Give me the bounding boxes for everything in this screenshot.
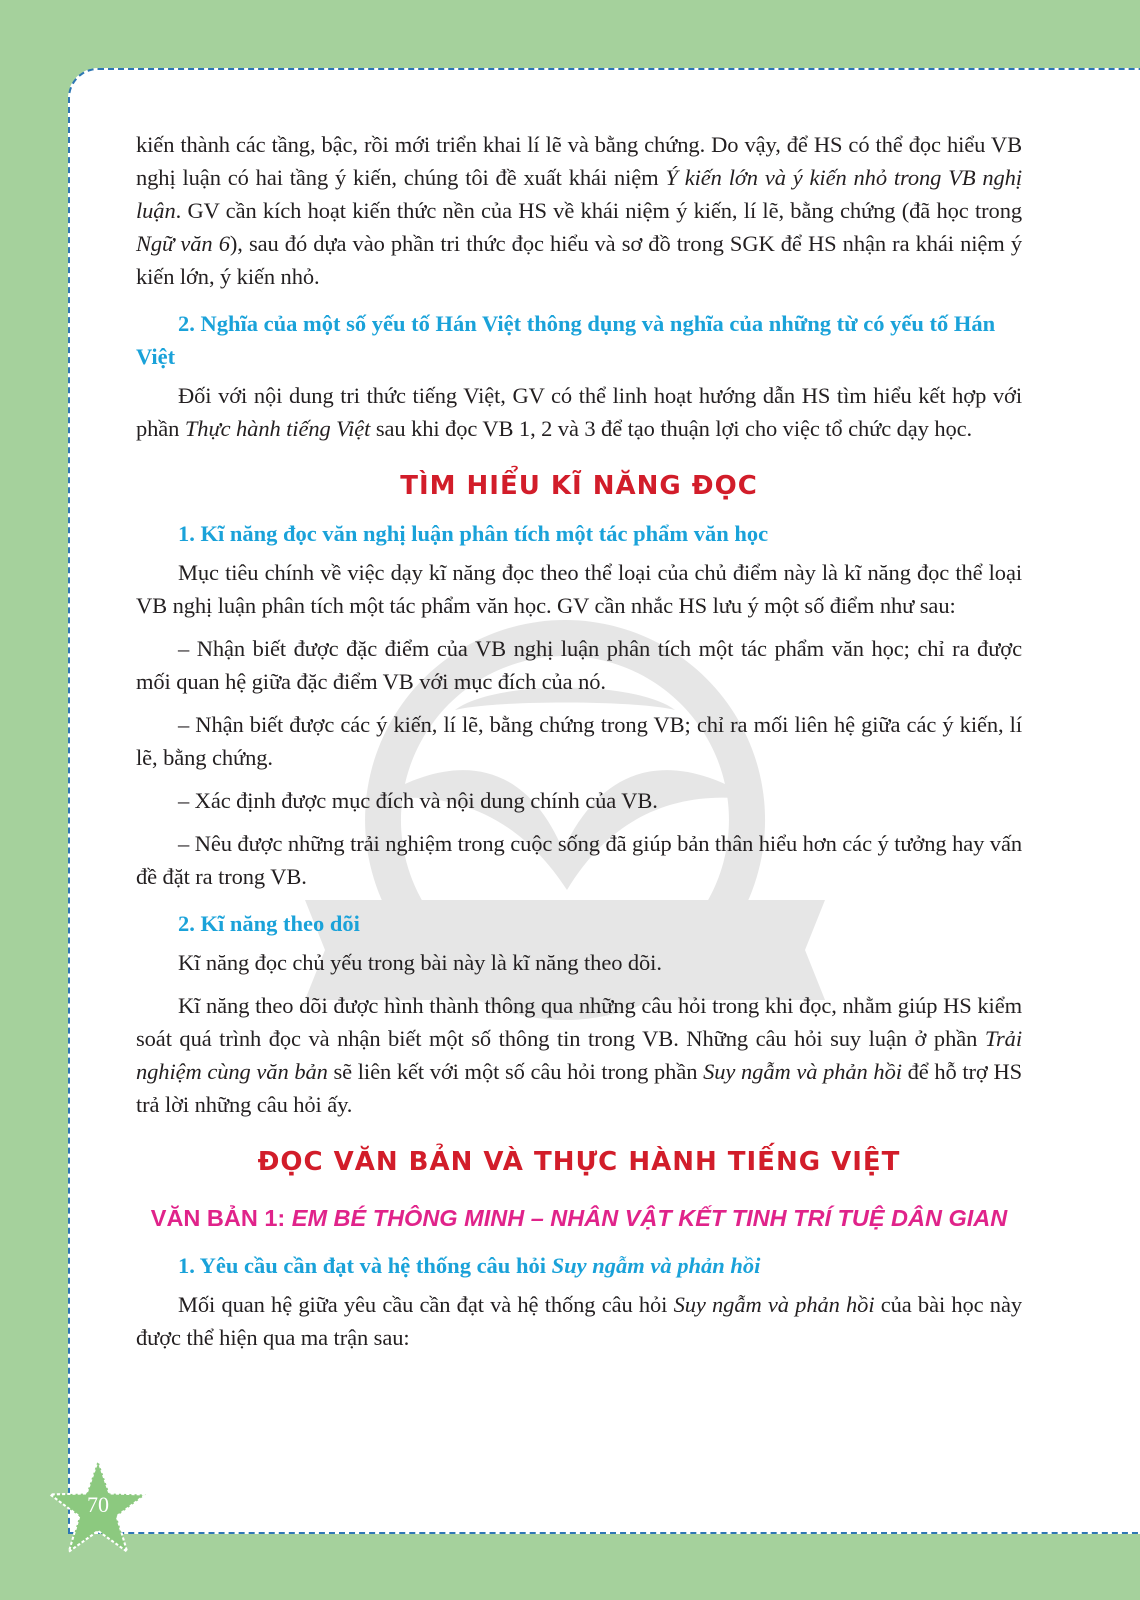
bullet-item: – Nhận biết được đặc điểm của VB nghị luận phân tích một tác phẩm văn học; chỉ ra được mối quan hệ giữa đặc điểm VB với mục đích của nó.	[136, 636, 1022, 694]
heading-ki-nang-doc: 1. Kĩ năng đọc văn nghị luận phân tích một tác phẩm văn học	[178, 521, 769, 546]
page-number: 70	[87, 1492, 109, 1517]
paragraph-ma-tran: Mối quan hệ giữa yêu cầu cần đạt và hệ thống câu hỏi Suy ngẫm và phản hồi của bài học này được thể hiện qua ma trận sau:	[136, 1292, 1022, 1350]
bullet-item: – Xác định được mục đích và nội dung chính của VB.	[178, 788, 658, 813]
text-1-title: VĂN BẢN 1: EM BÉ THÔNG MINH – NHÂN VẬT KẾT TINH TRÍ TUỆ DÂN GIAN	[150, 1205, 1008, 1231]
bullet-item: – Nêu được những trải nghiệm trong cuộc sống đã giúp bản thân hiểu hơn các ý tưởng hay vấn đề đặt ra trong VB.	[136, 831, 1022, 889]
paragraph-theo-doi-2: Kĩ năng theo dõi được hình thành thông qua những câu hỏi trong khi đọc, nhằm giúp HS kiểm soát quá trình đọc và nhận biết một số thông tin trong VB. Những câu hỏi suy luận ở phần Trải nghiệm cùng văn bản sẽ liên kết với một số câu hỏi trong phần Suy ngẫm và phản hồi để hỗ trợ HS trả lời những câu hỏi ấy.	[136, 993, 1023, 1117]
page-content	[136, 128, 1022, 1364]
paragraph-tieng-viet: Đối với nội dung tri thức tiếng Việt, GV có thể linh hoạt hướng dẫn HS tìm hiểu kết hợp với phần Thực hành tiếng Việt sau khi đọc VB 1, 2 và 3 để tạo thuận lợi cho việc tổ chức dạy học.	[136, 383, 1022, 441]
bullet-item: – Nhận biết được các ý kiến, lí lẽ, bằng chứng trong VB; chỉ ra mối liên hệ giữa các ý kiến, lí lẽ, bằng chứng.	[136, 712, 1022, 770]
heading-yeu-cau: 1. Yêu cầu cần đạt và hệ thống câu hỏi Suy ngẫm và phản hồi	[178, 1253, 761, 1278]
section-title-reading-skills: TÌM HIỂU KĨ NĂNG ĐỌC	[400, 471, 758, 501]
paragraph-intro: kiến thành các tầng, bậc, rồi mới triển khai lí lẽ và bằng chứng. Do vậy, để HS có thể đọc hiểu VB nghị luận có hai tầng ý kiến, chúng tôi đề xuất khái niệm Ý kiến lớn và ý kiến nhỏ trong VB nghị luận. GV cần kích hoạt kiến thức nền của HS về khái niệm ý kiến, lí lẽ, bằng chứng (đã học trong Ngữ văn 6), sau đó dựa vào phần tri thức đọc hiểu và sơ đồ trong SGK để HS nhận ra khái niệm ý kiến lớn, ý kiến nhỏ.	[136, 132, 1022, 289]
paragraph-muc-tieu: Mục tiêu chính về việc dạy kĩ năng đọc theo thể loại của chủ điểm này là kĩ năng đọc thể loại VB nghị luận phân tích một tác phẩm văn học. GV cần nhắc HS lưu ý một số điểm như sau:	[136, 560, 1022, 618]
heading-han-viet: 2. Nghĩa của một số yếu tố Hán Việt thông dụng và nghĩa của những từ có yếu tố Hán Việt	[136, 311, 996, 369]
paragraph-theo-doi-1: Kĩ năng đọc chủ yếu trong bài này là kĩ năng theo dõi.	[178, 950, 662, 975]
section-title-reading-practice: ĐỌC VĂN BẢN VÀ THỰC HÀNH TIẾNG VIỆT	[257, 1147, 901, 1177]
heading-ki-nang-theo-doi: 2. Kĩ năng theo dõi	[178, 911, 360, 936]
